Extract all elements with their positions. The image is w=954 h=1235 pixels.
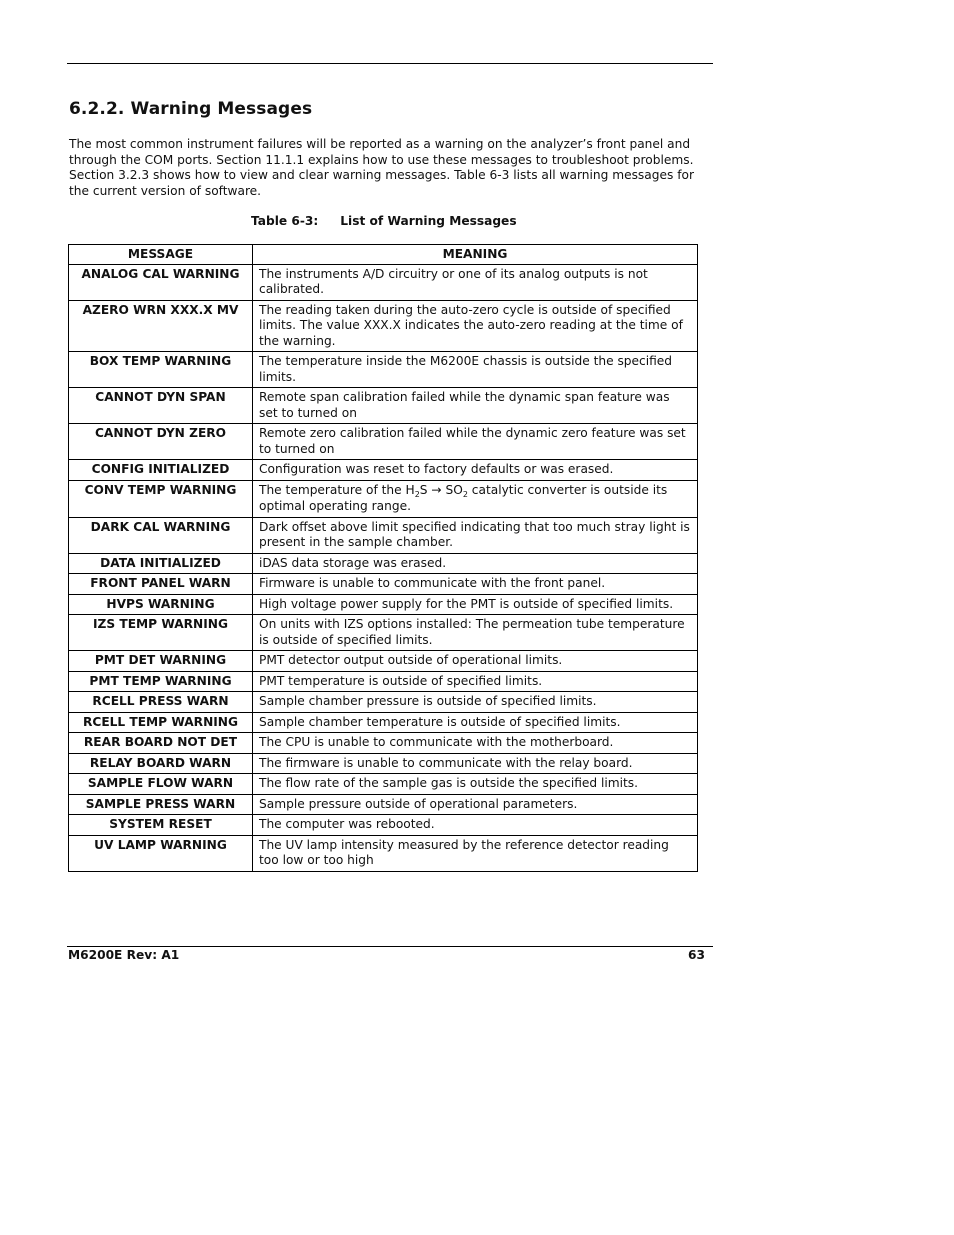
message-cell: SYSTEM RESET — [69, 815, 253, 836]
message-cell: ANALOG CAL WARNING — [69, 264, 253, 300]
table-row — [69, 815, 698, 836]
table-row — [69, 651, 698, 672]
table-row — [69, 794, 698, 815]
message-cell: PMT DET WARNING — [69, 651, 253, 672]
meaning-cell: PMT temperature is outside of specified limits. — [253, 671, 698, 692]
meaning-cell: Sample chamber temperature is outside of specified limits. — [253, 712, 698, 733]
message-cell: DATA INITIALIZED — [69, 553, 253, 574]
message-cell: SAMPLE FLOW WARN — [69, 774, 253, 795]
message-cell: CONFIG INITIALIZED — [69, 460, 253, 481]
table-row — [69, 352, 698, 388]
table-row — [69, 388, 698, 424]
message-cell: AZERO WRN XXX.X MV — [69, 300, 253, 352]
meaning-cell: Remote span calibration failed while the dynamic span feature was set to turned on — [253, 388, 698, 424]
meaning-cell: Sample pressure outside of operational parameters. — [253, 794, 698, 815]
meaning-cell: Sample chamber pressure is outside of specified limits. — [253, 692, 698, 713]
table-row — [69, 574, 698, 595]
meaning-text: catalytic converter is outside its optimal operating range. — [259, 482, 668, 513]
subscript: 2 — [462, 489, 468, 499]
table-row — [69, 671, 698, 692]
table-caption — [251, 214, 517, 228]
table-row — [69, 615, 698, 651]
meaning-cell: The CPU is unable to communicate with the motherboard. — [253, 733, 698, 754]
message-cell: RELAY BOARD WARN — [69, 753, 253, 774]
meaning-cell: Firmware is unable to communicate with the front panel. — [253, 574, 698, 595]
table-row — [69, 553, 698, 574]
column-header-meaning: MEANING — [253, 245, 698, 265]
message-cell: PMT TEMP WARNING — [69, 671, 253, 692]
message-cell: RCELL PRESS WARN — [69, 692, 253, 713]
meaning-cell: PMT detector output outside of operational limits. — [253, 651, 698, 672]
meaning-text: The temperature of the H — [259, 482, 415, 497]
meaning-text: S → SO — [419, 482, 463, 497]
table-caption-title: List of Warning Messages — [340, 214, 517, 228]
table-caption-label: Table 6-3: — [251, 214, 319, 228]
table-row — [69, 300, 698, 352]
table-header-row — [69, 245, 698, 265]
message-cell: HVPS WARNING — [69, 594, 253, 615]
meaning-cell: The flow rate of the sample gas is outside the specified limits. — [253, 774, 698, 795]
table-row — [69, 424, 698, 460]
message-cell: FRONT PANEL WARN — [69, 574, 253, 595]
message-cell: SAMPLE PRESS WARN — [69, 794, 253, 815]
intro-paragraph: The most common instrument failures will be reported as a warning on the analyzer’s front panel and through the COM ports. Section 11.1.1 explains how to use these messages to troubleshoot problems. Section 3.2.3 shows how to view and clear warning messages. Table 6-3 lists all warning messages for the current version of software. — [69, 137, 694, 198]
header-rule — [67, 63, 713, 64]
meaning-cell: High voltage power supply for the PMT is outside of specified limits. — [253, 594, 698, 615]
message-cell: RCELL TEMP WARNING — [69, 712, 253, 733]
table-row — [69, 733, 698, 754]
meaning-cell: The instruments A/D circuitry or one of its analog outputs is not calibrated. — [253, 264, 698, 300]
meaning-cell: The temperature inside the M6200E chassis is outside the specified limits. — [253, 352, 698, 388]
column-header-message: MESSAGE — [69, 245, 253, 265]
message-cell: CANNOT DYN SPAN — [69, 388, 253, 424]
warning-messages-table — [68, 244, 698, 872]
meaning-cell: iDAS data storage was erased. — [253, 553, 698, 574]
meaning-cell: The computer was rebooted. — [253, 815, 698, 836]
message-cell: CONV TEMP WARNING — [69, 480, 253, 517]
footer-doc-revision: M6200E Rev: A1 — [68, 948, 180, 962]
meaning-cell: The firmware is unable to communicate with the relay board. — [253, 753, 698, 774]
message-cell: CANNOT DYN ZERO — [69, 424, 253, 460]
meaning-cell: Dark offset above limit specified indicating that too much stray light is present in the sample chamber. — [253, 517, 698, 553]
message-cell: IZS TEMP WARNING — [69, 615, 253, 651]
table-row — [69, 264, 698, 300]
message-cell: BOX TEMP WARNING — [69, 352, 253, 388]
section-heading: 6.2.2. Warning Messages — [69, 99, 313, 119]
table-row — [69, 594, 698, 615]
meaning-cell — [253, 480, 698, 517]
table-row — [69, 774, 698, 795]
table-row — [69, 753, 698, 774]
footer-rule — [67, 946, 713, 947]
meaning-cell: The UV lamp intensity measured by the reference detector reading too low or too high — [253, 835, 698, 871]
message-cell: DARK CAL WARNING — [69, 517, 253, 553]
meaning-cell: On units with IZS options installed: The permeation tube temperature is outside of specified limits. — [253, 615, 698, 651]
message-cell: REAR BOARD NOT DET — [69, 733, 253, 754]
message-cell: UV LAMP WARNING — [69, 835, 253, 871]
table-row — [69, 712, 698, 733]
footer-page-number: 63 — [688, 948, 705, 962]
table-row — [69, 835, 698, 871]
subscript: 2 — [414, 489, 420, 499]
meaning-cell: Remote zero calibration failed while the dynamic zero feature was set to turned on — [253, 424, 698, 460]
table-row — [69, 460, 698, 481]
meaning-cell: The reading taken during the auto-zero cycle is outside of specified limits. The value XXX.X indicates the auto-zero reading at the time of the warning. — [253, 300, 698, 352]
table-row — [69, 692, 698, 713]
table-row — [69, 517, 698, 553]
table-row — [69, 480, 698, 517]
meaning-cell: Configuration was reset to factory defaults or was erased. — [253, 460, 698, 481]
